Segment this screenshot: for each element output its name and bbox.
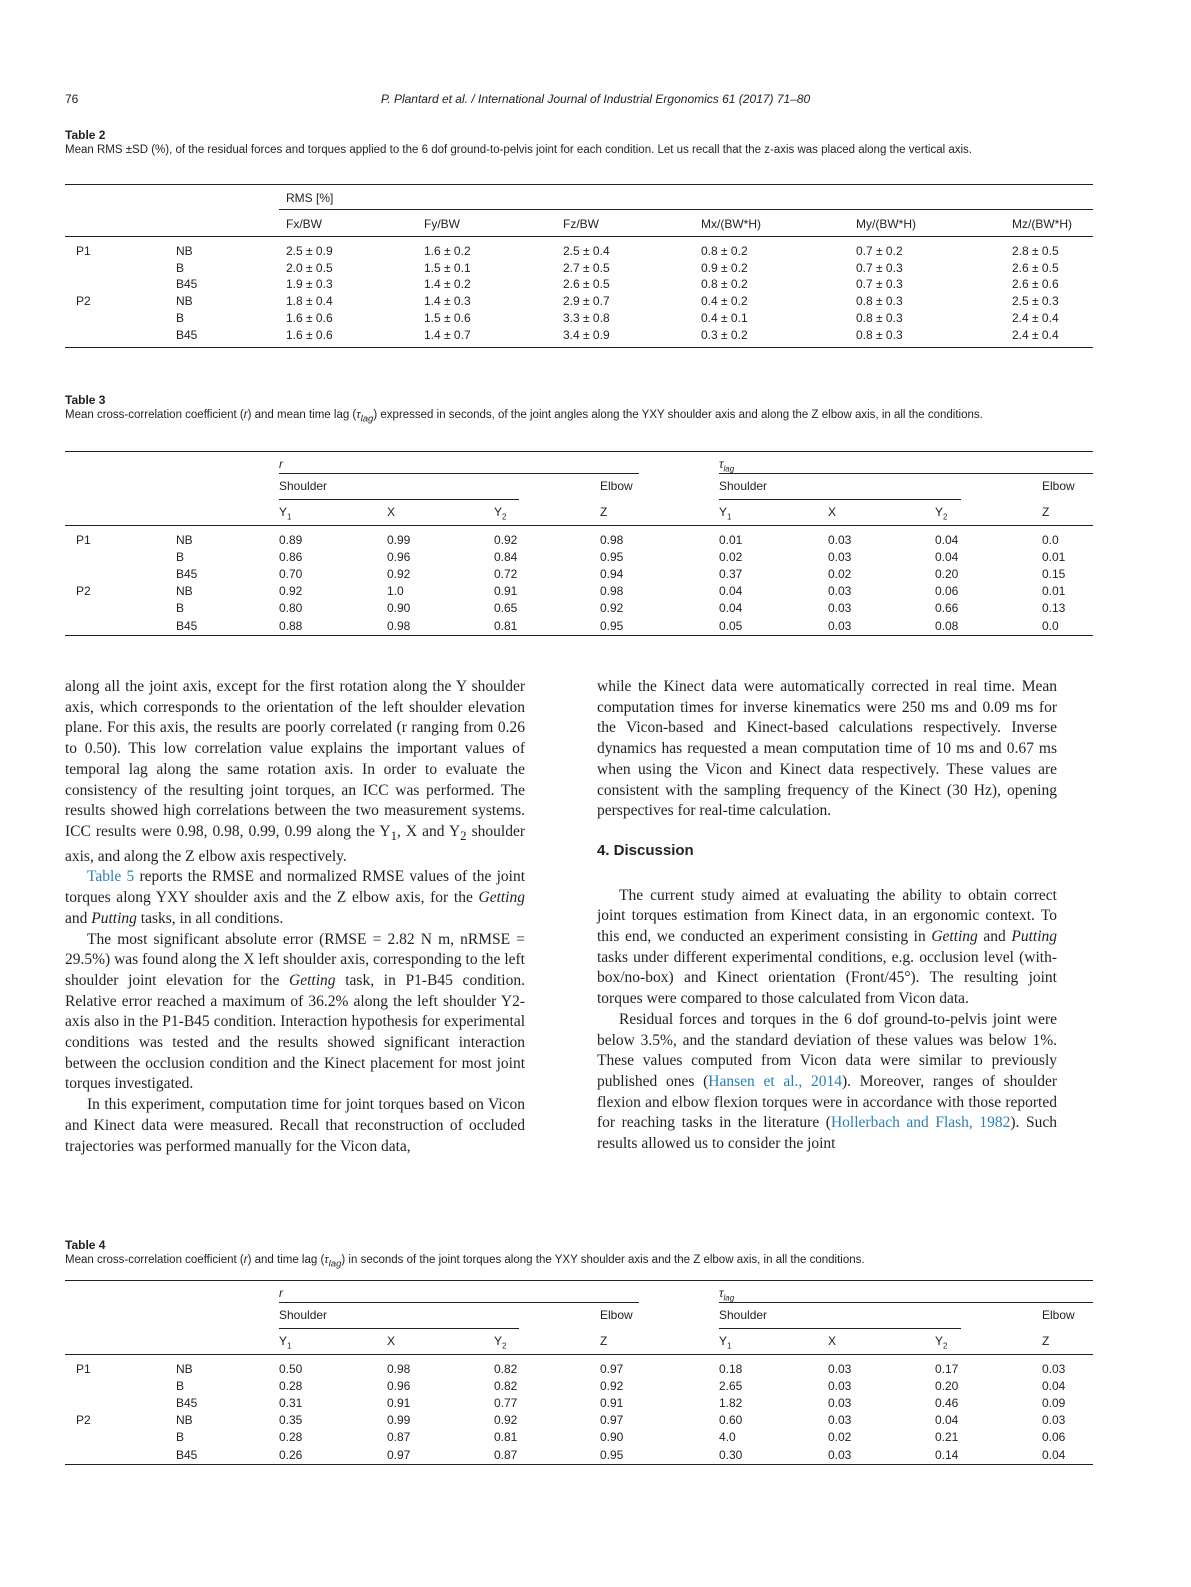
table-rule — [279, 209, 1093, 210]
table-2-cell: 1.4 ± 0.3 — [424, 294, 471, 309]
table-2-column-header: Fx/BW — [286, 217, 322, 231]
table-2-condition: B45 — [176, 277, 198, 292]
table3-condition: B45 — [176, 567, 198, 582]
table-rule — [279, 499, 519, 500]
table-rule — [65, 525, 1093, 526]
table-2-cell: 2.0 ± 0.5 — [286, 260, 333, 275]
axis-subscript: 1 — [287, 1341, 292, 1351]
table3-axis-header: $Y_1$ — [279, 505, 292, 522]
table3-elbow-header: Elbow — [1042, 479, 1075, 493]
table3-cell: 0.04 — [719, 601, 743, 616]
table-2-condition: NB — [176, 294, 193, 309]
table-2-group-header: RMS [%] — [286, 191, 334, 205]
table4-elbow-header: Elbow — [1042, 1308, 1075, 1322]
table4-cell: 0.18 — [719, 1362, 743, 1376]
table3-cell: 0.80 — [279, 601, 303, 616]
table4-cell: 0.77 — [494, 1396, 518, 1411]
table4-cell: 0.30 — [719, 1447, 743, 1462]
table4-cell: 0.26 — [279, 1447, 303, 1462]
table-2-cell: 2.4 ± 0.4 — [1012, 327, 1059, 342]
table4-cell: 0.92 — [494, 1413, 518, 1428]
paragraph: The most significant absolute error (RMSE = 2.82 N m, nRMSE = 29.5%) was found along the X left shoulder axis, corresponding to the left shoulder joint elevation for the Getting task, in P1-B45 condition. Relative error reached a maximum of 36.2% along the left shoulder Y2-axis also in the P1-B45 condition. Interaction hypothesis for experimental conditions was tested and the results showed significant interaction between the occlusion condition and the Kinect placement for most joint torques investigated. — [65, 930, 525, 1093]
table-rule — [65, 347, 1093, 348]
table-2-cell: 0.4 ± 0.1 — [701, 310, 748, 325]
table3-elbow-header: Elbow — [600, 479, 633, 493]
axis-subscript: 1 — [727, 512, 732, 522]
table3-condition: B — [176, 601, 185, 616]
table-2-condition: B — [176, 310, 185, 325]
table4-axis-header: Z — [1042, 1334, 1050, 1348]
table4-cell: 0.87 — [494, 1447, 518, 1462]
table4-tau-subscript: lag — [723, 1293, 735, 1303]
table-2-cell: 0.8 ± 0.3 — [856, 294, 903, 309]
table4-condition: B45 — [176, 1396, 198, 1411]
table3-cell: 0.98 — [600, 533, 624, 547]
table3-cell: 0.06 — [935, 584, 959, 599]
table4-cell: 0.92 — [600, 1379, 624, 1394]
table3-cell: 0.0 — [1042, 533, 1059, 547]
table3-cell: 0.08 — [935, 618, 959, 633]
paragraph: Table 5 reports the RMSE and normalized RMSE values of the joint torques along YXY shoulder axis and the Z elbow axis, for the Getting and Putting tasks, in all conditions. — [65, 868, 526, 927]
table4-axis-header: $Y_2$ — [935, 1334, 948, 1351]
table4-cell: 0.97 — [600, 1362, 624, 1376]
table4-condition: B — [176, 1430, 185, 1445]
table3-cell: 0.13 — [1042, 601, 1066, 616]
table-4-caption: Mean cross-correlation coefficient (r) and time lag $(\tau_{lag})$ in seconds of the joint torques along the YXY shoulder axis and the Z elbow axis, in all the conditions. — [65, 1254, 865, 1270]
table-2-cell: 0.9 ± 0.2 — [701, 260, 748, 275]
paragraph: The current study aimed at evaluating the ability to obtain correct joint torques estimation from Kinect data, in an ergonomic context. To this end, we conducted an experiment consisting in Getting and Putting tasks under different experimental conditions, e.g. occlusion level (with-box/no-box) and Kinect orientation (Front/45°). The resulting joint torques were compared to those calculated from Vicon data. — [597, 886, 1057, 1008]
table4-tau-header: $\tau_{lag}$ — [719, 1286, 735, 1303]
table4-condition: B45 — [176, 1447, 198, 1462]
table-3-caption: Mean cross-correlation coefficient (r) and mean time lag $(\tau_{lag})$ expressed in seconds, of the joint angles along the YXY shoulder axis and along the Z elbow axis, in all the conditions. — [65, 409, 983, 425]
table-2-cell: 0.7 ± 0.3 — [856, 277, 903, 292]
table3-cell: 0.03 — [828, 533, 852, 547]
table4-axis-header: X — [828, 1334, 837, 1348]
table4-axis-header: X — [387, 1334, 396, 1348]
paragraph: along all the joint axis, except for the first rotation along the Y shoulder axis, which corresponds to the orientation of the left shoulder elevation plane. For this axis, the results are poorly correlated (r ranging from 0.26 to 0.50). This low correlation value explains the important values of temporal lag along the same rotation axis. In order to evaluate the consistency of the resulting joint torques, an ICC was performed. The results showed high correlations between the two measurement systems. ICC results were 0.98, 0.98, 0.99, 0.99 along the $Y_1$, X and $Y_2$ shoulder axis, and along the Z elbow axis respectively. — [65, 678, 525, 865]
table3-cell: 0.94 — [600, 567, 624, 582]
table4-axis-header: $Y_1$ — [279, 1334, 292, 1351]
table4-cell: 0.81 — [494, 1430, 518, 1445]
table3-axis-header: $Y_2$ — [494, 505, 507, 522]
table-2-cell: 0.8 ± 0.3 — [856, 310, 903, 325]
table3-cell: 0.03 — [828, 618, 852, 633]
table3-cell: 0.95 — [600, 550, 624, 565]
table4-cell: 0.97 — [600, 1413, 624, 1428]
table3-cell: 0.03 — [828, 584, 852, 599]
table-2-cell: 2.6 ± 0.6 — [1012, 277, 1059, 292]
table4-cell: 0.50 — [279, 1362, 303, 1376]
table3-cell: 0.05 — [719, 618, 743, 633]
table4-condition: B — [176, 1379, 185, 1394]
table-rule — [279, 1328, 519, 1329]
table-2-condition: NB — [176, 244, 193, 258]
table-rule — [65, 451, 1093, 452]
table4-cell: 0.04 — [1042, 1447, 1066, 1462]
table4-cell: 0.03 — [828, 1413, 852, 1428]
table4-cell: 0.02 — [828, 1430, 852, 1445]
table4-cell: 0.03 — [828, 1396, 852, 1411]
table3-cell: 0.66 — [935, 601, 959, 616]
table4-cell: 0.03 — [828, 1362, 852, 1376]
section-heading: 4. Discussion — [597, 841, 694, 859]
table-2-cell: 2.6 ± 0.5 — [1012, 260, 1059, 275]
table3-cell: 0.84 — [494, 550, 518, 565]
table3-shoulder-header: Shoulder — [279, 479, 328, 493]
table4-cell: 0.91 — [600, 1396, 624, 1411]
table4-condition: NB — [176, 1362, 193, 1376]
table3-cell: 0.96 — [387, 550, 411, 565]
table4-cell: 0.97 — [387, 1447, 411, 1462]
table4-cell: 1.82 — [719, 1396, 743, 1411]
body-right-column — [597, 677, 1057, 1155]
table3-axis-header: Z — [600, 505, 608, 519]
table-rule — [279, 473, 639, 474]
table3-cell: 0.90 — [387, 601, 411, 616]
paragraph: Residual forces and torques in the 6 dof ground-to-pelvis joint were below 3.5%, and the standard deviation of these values was below 1%. These values computed from Vicon data were similar to previously published ones (Hansen et al., 2014). Moreover, ranges of shoulder flexion and elbow flexion torques were in accordance with those reported for reaching tasks in the literature (Hollerbach and Flash, 1982). Such results allowed us to consider the joint — [597, 1010, 1057, 1153]
table4-cell: 0.21 — [935, 1430, 959, 1445]
paragraph: while the Kinect data were automatically corrected in real time. Mean computation times for inverse kinematics were 250 ms and 0.09 ms for the Vicon-based and Kinect-based calculations respectively. Inverse dynamics has requested a mean computation time of 10 ms and 0.67 ms when using the Vicon and Kinect data respectively. These values are consistent with the sampling frequency of the Kinect (30 Hz), opening perspectives for real-time calculation. — [597, 678, 1057, 820]
table-rule — [65, 1354, 1093, 1355]
table3-cell: 0.37 — [719, 567, 743, 582]
table-2-cell: 0.7 ± 0.3 — [856, 260, 903, 275]
table3-cell: 1.0 — [387, 584, 404, 599]
table4-cell: 0.99 — [387, 1413, 411, 1428]
table-2-cell: 1.8 ± 0.4 — [286, 294, 333, 309]
table3-cell: 0.04 — [935, 533, 959, 547]
table4-cell: 0.28 — [279, 1379, 303, 1394]
table4-cell: 0.60 — [719, 1413, 743, 1428]
table4-cell: 0.95 — [600, 1447, 624, 1462]
table4-shoulder-header: Shoulder — [719, 1308, 768, 1322]
table4-cell: 0.96 — [387, 1379, 411, 1394]
table3-cell: 0.99 — [387, 533, 411, 547]
table-2-cell: 1.6 ± 0.6 — [286, 327, 333, 342]
table-3 — [65, 393, 1093, 427]
table-2-cell: 2.7 ± 0.5 — [563, 260, 610, 275]
table-2-row-label: P1 — [76, 244, 91, 258]
table3-condition: NB — [176, 584, 193, 599]
table-2-cell: 2.5 ± 0.3 — [1012, 294, 1059, 309]
table3-condition: NB — [176, 533, 193, 547]
table4-cell: 0.06 — [1042, 1430, 1066, 1445]
table-rule — [65, 184, 1093, 185]
table4-cell: 0.04 — [1042, 1379, 1066, 1394]
table4-row-label: P2 — [76, 1413, 91, 1428]
table4-cell: 0.17 — [935, 1362, 959, 1376]
table3-cell: 0.70 — [279, 567, 303, 582]
table4-cell: 0.35 — [279, 1413, 303, 1428]
body-left-column — [65, 677, 525, 1157]
table-2-cell: 0.8 ± 0.2 — [701, 244, 748, 258]
table-2-column-header: Fy/BW — [424, 217, 460, 231]
table3-r-header: r — [279, 457, 283, 471]
table-rule — [65, 635, 1093, 636]
table-2-cell: 3.4 ± 0.9 — [563, 327, 610, 342]
table4-row-label: P1 — [76, 1362, 91, 1376]
table4-axis-header: $Y_2$ — [494, 1334, 507, 1351]
table-2-cell: 2.6 ± 0.5 — [563, 277, 610, 292]
table3-axis-header: X — [387, 505, 396, 519]
table-4-label: Table 4 — [65, 1238, 106, 1252]
table4-cell: 0.20 — [935, 1379, 959, 1394]
table4-cell: 0.46 — [935, 1396, 959, 1411]
table-2-cell: 2.8 ± 0.5 — [1012, 244, 1059, 258]
table3-cell: 0.03 — [828, 550, 852, 565]
table3-cell: 0.04 — [935, 550, 959, 565]
table3-cell: 0.88 — [279, 618, 303, 633]
table4-cell: 0.03 — [828, 1379, 852, 1394]
table-2-cell: 0.3 ± 0.2 — [701, 327, 748, 342]
table4-axis-header: $Y_1$ — [719, 1334, 732, 1351]
table3-condition: B45 — [176, 618, 198, 633]
table3-cell: 0.92 — [600, 601, 624, 616]
table4-cell: 0.04 — [935, 1413, 959, 1428]
table4-cell: 4.0 — [719, 1430, 736, 1445]
table4-cell: 0.03 — [1042, 1362, 1066, 1376]
table3-cell: 0.86 — [279, 550, 303, 565]
table-2-cell: 1.6 ± 0.2 — [424, 244, 471, 258]
table4-cell: 0.03 — [1042, 1413, 1066, 1428]
table-2-cell: 1.4 ± 0.7 — [424, 327, 471, 342]
table3-cell: 0.02 — [719, 550, 743, 565]
running-header: P. Plantard et al. / International Journal of Industrial Ergonomics 61 (2017) 71–80 — [380, 92, 811, 106]
table-2-condition: B45 — [176, 327, 198, 342]
table-2-cell: 0.7 ± 0.2 — [856, 244, 903, 258]
table4-shoulder-header: Shoulder — [279, 1308, 328, 1322]
table-4 — [65, 1238, 1093, 1272]
paragraph: In this experiment, computation time for joint torques based on Vicon and Kinect data were measured. Recall that reconstruction of occluded trajectories was performed manually for the Vicon data, — [65, 1096, 525, 1155]
table3-cell: 0.72 — [494, 567, 518, 582]
table-2-column-header: Fz/BW — [563, 217, 599, 231]
table3-cell: 0.98 — [387, 618, 411, 633]
table3-axis-header: X — [828, 505, 837, 519]
table-2-condition: B — [176, 260, 185, 275]
axis-subscript: 2 — [943, 512, 948, 522]
table-rule — [719, 473, 1093, 474]
table4-axis-header: Z — [600, 1334, 608, 1348]
table-2-cell: 0.8 ± 0.2 — [701, 277, 748, 292]
table-2-column-header: Mz/(BW*H) — [1012, 217, 1072, 231]
table-2-label: Table 2 — [65, 128, 106, 142]
table3-axis-header: $Y_1$ — [719, 505, 732, 522]
table3-cell: 0.92 — [494, 533, 518, 547]
table-2-cell: 2.5 ± 0.4 — [563, 244, 610, 258]
table3-cell: 0.20 — [935, 567, 959, 582]
table-3-label: Table 3 — [65, 393, 106, 407]
table3-axis-header: Z — [1042, 505, 1050, 519]
table-2-caption: Mean RMS ±SD (%), of the residual forces and torques applied to the 6 dof ground-to-pelvis joint for each condition. Let us recall that the z-axis was placed along the vertical axis. — [65, 144, 972, 156]
table3-cell: 0.92 — [387, 567, 411, 582]
table4-cell: 0.90 — [600, 1430, 624, 1445]
table-2-cell: 1.5 ± 0.6 — [424, 310, 471, 325]
table4-cell: 0.98 — [387, 1362, 411, 1376]
table-2-cell: 2.5 ± 0.9 — [286, 244, 333, 258]
table-2-cell: 0.8 ± 0.3 — [856, 327, 903, 342]
table4-cell: 2.65 — [719, 1379, 743, 1394]
table-2-row-label: P2 — [76, 294, 91, 309]
table3-cell: 0.01 — [719, 533, 743, 547]
table3-cell: 0.0 — [1042, 618, 1059, 633]
table3-cell: 0.89 — [279, 533, 303, 547]
axis-subscript: 1 — [727, 1341, 732, 1351]
table3-tau-header: $\tau_{lag}$ — [719, 457, 735, 474]
table3-cell: 0.81 — [494, 618, 518, 633]
table3-cell: 0.15 — [1042, 567, 1066, 582]
table3-row-label: P2 — [76, 584, 91, 599]
table4-cell: 0.91 — [387, 1396, 411, 1411]
table3-cell: 0.01 — [1042, 550, 1066, 565]
table-2-cell: 3.3 ± 0.8 — [563, 310, 610, 325]
table3-cell: 0.98 — [600, 584, 624, 599]
table4-r-header: r — [279, 1286, 283, 1300]
table3-cell: 0.92 — [279, 584, 303, 599]
table-2-column-header: Mx/(BW*H) — [701, 217, 761, 231]
page-number: 76 — [65, 92, 79, 106]
table3-row-label: P1 — [76, 533, 91, 547]
axis-subscript: 2 — [502, 1341, 507, 1351]
table3-cell: 0.04 — [719, 584, 743, 599]
table3-cell: 0.65 — [494, 601, 518, 616]
table-rule — [65, 1464, 1093, 1465]
table-rule — [279, 1302, 639, 1303]
table3-cell: 0.02 — [828, 567, 852, 582]
table4-cell: 0.03 — [828, 1447, 852, 1462]
table4-condition: NB — [176, 1413, 193, 1428]
table4-cell: 0.14 — [935, 1447, 959, 1462]
table4-cell: 0.87 — [387, 1430, 411, 1445]
table-2 — [65, 128, 1093, 159]
table-rule — [719, 1302, 1093, 1303]
axis-subscript: 2 — [943, 1341, 948, 1351]
table-2-cell: 2.9 ± 0.7 — [563, 294, 610, 309]
table4-cell: 0.28 — [279, 1430, 303, 1445]
table-rule — [719, 499, 961, 500]
table3-shoulder-header: Shoulder — [719, 479, 768, 493]
axis-subscript: 2 — [502, 512, 507, 522]
table-2-cell: 1.5 ± 0.1 — [424, 260, 471, 275]
table4-cell: 0.09 — [1042, 1396, 1066, 1411]
table3-axis-header: $Y_2$ — [935, 505, 948, 522]
table-rule — [65, 236, 1093, 237]
table-2-cell: 2.4 ± 0.4 — [1012, 310, 1059, 325]
table3-cell: 0.01 — [1042, 584, 1066, 599]
table3-cell: 0.91 — [494, 584, 518, 599]
table-2-cell: 1.9 ± 0.3 — [286, 277, 333, 292]
table-2-cell: 1.6 ± 0.6 — [286, 310, 333, 325]
table3-cell: 0.95 — [600, 618, 624, 633]
table-rule — [65, 1280, 1093, 1281]
table4-cell: 0.82 — [494, 1362, 518, 1376]
table3-cell: 0.03 — [828, 601, 852, 616]
table-2-cell: 0.4 ± 0.2 — [701, 294, 748, 309]
table4-elbow-header: Elbow — [600, 1308, 633, 1322]
table-2-column-header: My/(BW*H) — [856, 217, 916, 231]
table3-condition: B — [176, 550, 185, 565]
table-2-cell: 1.4 ± 0.2 — [424, 277, 471, 292]
table4-cell: 0.82 — [494, 1379, 518, 1394]
table3-tau-subscript: lag — [723, 464, 735, 474]
table4-cell: 0.31 — [279, 1396, 303, 1411]
table-rule — [719, 1328, 961, 1329]
axis-subscript: 1 — [287, 512, 292, 522]
